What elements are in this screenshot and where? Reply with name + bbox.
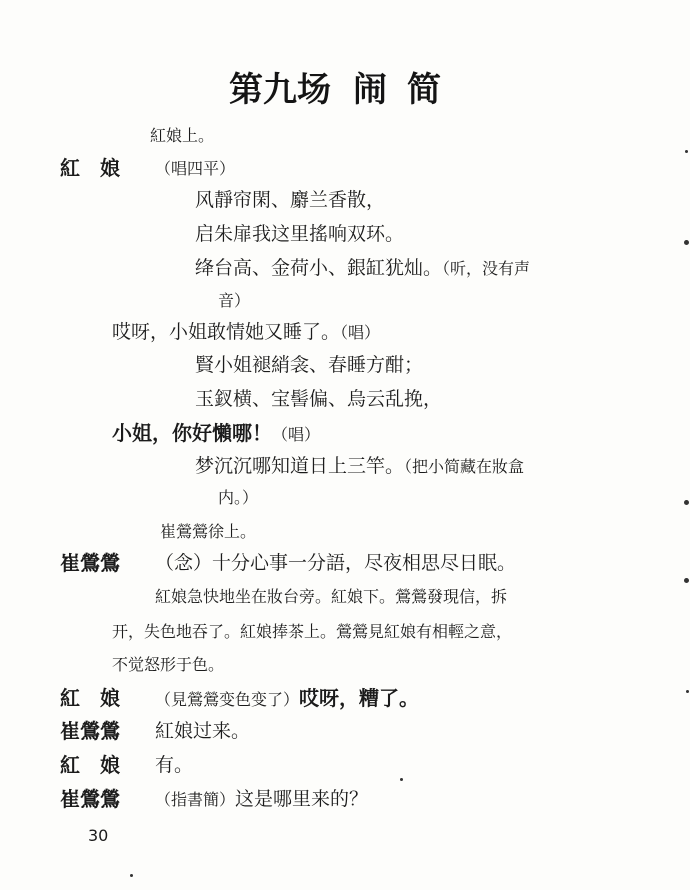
speaker-label: 崔鶯鶯	[60, 787, 120, 811]
scan-speck	[400, 778, 403, 781]
song-line: 风靜帘閑、麝兰香散，	[195, 189, 386, 211]
scan-speck	[684, 578, 689, 583]
song-line: 绛台高、金荷小、銀缸犹灿。（听，没有声	[195, 257, 531, 279]
scene-number: 第九场	[229, 70, 331, 110]
dialogue-line: （念）十分心事一分語，尽夜相思尽日眠。	[155, 552, 517, 574]
speaker-label: 紅娘	[60, 156, 140, 180]
dialogue-line: （見鶯鶯变色变了）哎呀，糟了。	[155, 686, 420, 710]
scan-speck	[684, 240, 689, 245]
dialogue-line: 小姐，你好懶哪！（唱）	[112, 421, 321, 445]
song-line: 賢小姐褪綃衾、春睡方酣；	[195, 354, 424, 376]
dialogue-line: 有。	[155, 754, 194, 776]
scan-speck	[130, 874, 133, 877]
stage-direction: 开，失色地吞了。紅娘捧茶上。鶯鶯見紅娘有相輕之意，	[112, 622, 513, 641]
dialogue-line: 哎呀，小姐敢情她又睡了。（唱）	[112, 321, 381, 343]
speaker-label: 紅娘	[60, 686, 140, 710]
dialogue-line: （指書簡）这是哪里来的？	[155, 788, 369, 810]
scan-speck	[685, 150, 688, 153]
page-number: 30	[88, 826, 109, 845]
song-line: 玉釵横、宝髻偏、烏云乱挽，	[195, 388, 443, 410]
stage-direction: （唱四平）	[155, 159, 236, 178]
scan-speck	[684, 500, 689, 505]
scene-name: 闹简	[353, 70, 461, 110]
song-line: 梦沉沉哪知道日上三竿。（把小简藏在妝盒	[195, 455, 525, 477]
dialogue-line: 紅娘过来。	[155, 720, 251, 742]
speaker-label: 崔鶯鶯	[60, 719, 120, 743]
stage-direction: 崔鶯鶯徐上。	[160, 522, 257, 541]
stage-direction: 内。）	[218, 488, 259, 507]
speaker-label: 紅娘	[60, 753, 140, 777]
stage-direction: 音）	[218, 291, 251, 310]
stage-direction: 紅娘上。	[150, 126, 215, 145]
speaker-label: 崔鶯鶯	[60, 551, 120, 575]
stage-direction: 不觉怒形于色。	[112, 655, 225, 674]
scan-speck	[686, 690, 689, 693]
song-line: 启朱扉我这里搖响双环。	[195, 223, 405, 245]
scene-title	[0, 62, 690, 111]
stage-direction: 紅娘急快地坐在妝台旁。紅娘下。鶯鶯發現信，拆	[155, 587, 508, 606]
